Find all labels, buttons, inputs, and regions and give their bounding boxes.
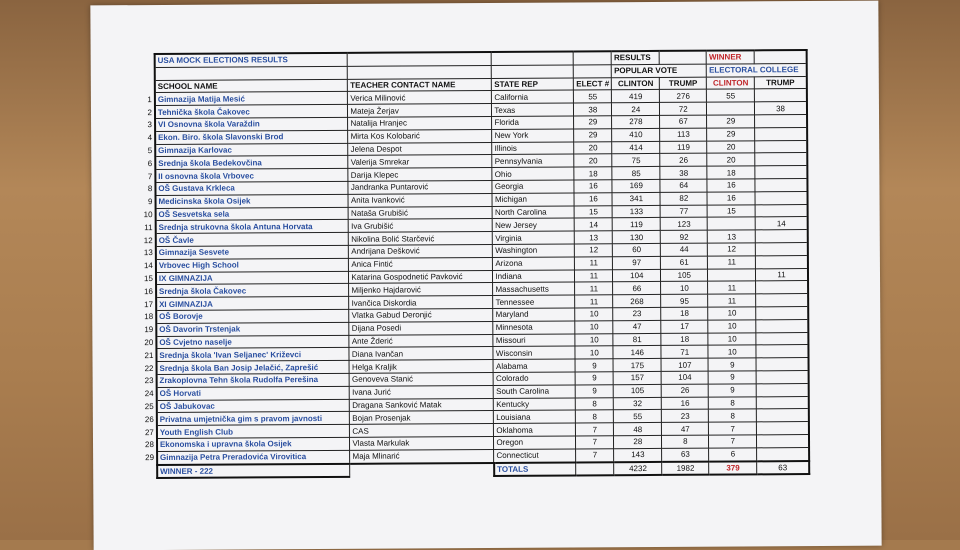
elect-cell: 8 [576, 410, 614, 423]
clinton-votes-cell: 414 [612, 141, 660, 154]
ec-trump-cell [756, 294, 808, 307]
school-cell: Medicinska škola Osijek [155, 194, 348, 208]
elect-cell: 20 [574, 154, 612, 167]
elect-cell: 11 [575, 269, 613, 282]
elect-cell: 12 [575, 244, 613, 257]
row-number: 10 [143, 209, 153, 220]
school-cell: Ekon. Biro. škola Slavonski Brod [155, 130, 348, 144]
school-cell: Gimnazija Sesvete [156, 245, 349, 259]
total-ec-clinton-cell: 379 [709, 461, 757, 475]
trump-votes-cell: 47 [662, 422, 709, 435]
elect-cell: 16 [574, 192, 612, 205]
trump-votes-cell: 10 [661, 281, 708, 294]
school-cell: VI Osnovna škola Varaždin [155, 117, 348, 131]
ec-clinton-cell: 11 [708, 256, 756, 269]
state-cell: California [492, 90, 574, 103]
ec-clinton-cell: 12 [708, 243, 756, 256]
clinton-votes-cell: 85 [612, 167, 660, 180]
teacher-cell: Diana Ivančan [349, 347, 493, 361]
clinton-votes-cell: 55 [614, 410, 662, 423]
state-cell: North Carolina [492, 206, 574, 219]
school-cell: Vrbovec High School [156, 258, 349, 272]
school-cell: Srednja strukovna škola Antuna Horvata [156, 220, 349, 234]
ec-trump-cell [755, 89, 807, 102]
clinton-votes-cell: 175 [613, 359, 661, 372]
trump-votes-cell: 18 [661, 333, 708, 346]
state-cell: Illinois [492, 142, 574, 155]
ec-trump-cell [755, 127, 807, 140]
trump-votes-cell: 113 [660, 128, 707, 141]
teacher-cell: Maja Mlinarić [350, 449, 494, 463]
school-cell: Privatna umjetnička gim s pravom javnosti [157, 412, 350, 426]
empty-cell [145, 465, 157, 479]
state-cell: New Jersey [493, 218, 575, 231]
elect-cell: 10 [575, 346, 613, 359]
teacher-cell: Mateja Žerjav [348, 104, 492, 118]
state-cell: Maryland [493, 308, 575, 321]
paper-sheet [90, 1, 881, 550]
trump-votes-cell: 16 [662, 397, 709, 410]
state-cell: Tennessee [493, 295, 575, 308]
ec-trump-cell [755, 166, 807, 179]
trump-votes-cell: 71 [661, 345, 708, 358]
elect-cell: 10 [575, 320, 613, 333]
trump-votes-cell: 44 [661, 243, 708, 256]
ec-trump-cell [756, 306, 808, 319]
ec-clinton-cell: 10 [708, 332, 756, 345]
school-cell: OŠ Davorin Trstenjak [156, 322, 349, 336]
elect-cell: 16 [574, 180, 612, 193]
teacher-cell: Helga Kraljik [349, 360, 493, 374]
ec-trump-cell [755, 115, 807, 128]
school-cell: Ekonomska i upravna škola Osijek [157, 437, 350, 451]
ec-clinton-cell: 20 [707, 153, 755, 166]
ec-clinton-cell [707, 217, 755, 230]
ec-clinton-cell: 55 [707, 89, 755, 102]
col-elect-header: ELECT # [574, 77, 612, 90]
total-clinton-cell: 4232 [614, 461, 662, 475]
ec-trump-cell: 14 [755, 217, 807, 230]
teacher-cell: Nikolina Bolić Starčević [349, 232, 493, 246]
total-ec-trump-cell: 63 [757, 461, 809, 475]
school-cell: Youth English Club [157, 424, 350, 438]
col-state-header: STATE REP [492, 78, 574, 91]
row-number: 5 [147, 146, 153, 156]
ec-trump-cell [756, 255, 808, 268]
elect-cell: 38 [574, 103, 612, 116]
teacher-cell: Miljenko Hajdarović [349, 283, 493, 297]
clinton-votes-cell: 133 [612, 205, 660, 218]
col-clinton-header: CLINTON [612, 77, 660, 90]
teacher-cell: Genoveva Stanić [350, 372, 494, 386]
teacher-cell: Vlatka Gabud Deronjić [349, 308, 493, 322]
school-cell: OŠ Horvati [157, 386, 350, 400]
trump-votes-cell: 64 [660, 179, 707, 192]
teacher-cell: Dragana Sanković Matak [350, 398, 494, 412]
ec-clinton-cell: 10 [708, 320, 756, 333]
trump-votes-cell: 61 [661, 256, 708, 269]
col-teacher-header: TEACHER CONTACT NAME [348, 78, 492, 92]
teacher-cell: Natalija Hranjec [348, 116, 492, 130]
state-cell: Washington [493, 244, 575, 257]
elect-cell: 7 [576, 448, 614, 462]
teacher-cell: Anica Fintić [349, 257, 493, 271]
teacher-cell: Bojan Prosenjak [350, 411, 494, 425]
clinton-votes-cell: 81 [613, 333, 661, 346]
clinton-votes-cell: 23 [613, 307, 661, 320]
teacher-cell: Andrijana Dešković [349, 244, 493, 258]
elect-cell: 11 [575, 256, 613, 269]
elect-cell: 9 [575, 372, 613, 385]
ec-trump-cell [756, 281, 808, 294]
clinton-votes-cell: 130 [613, 231, 661, 244]
trump-votes-cell: 119 [660, 141, 707, 154]
ec-clinton-cell: 16 [707, 179, 755, 192]
clinton-votes-cell: 75 [612, 154, 660, 167]
row-number: 4 [147, 133, 153, 143]
teacher-cell: Anita Ivanković [348, 193, 492, 207]
row-number: 17 [144, 299, 154, 309]
row-number: 18 [144, 312, 154, 322]
ec-trump-cell [757, 409, 809, 422]
teacher-cell: Katarina Gospodnetić Pavković [349, 270, 493, 284]
trump-votes-cell: 8 [662, 435, 709, 448]
row-number: 23 [144, 376, 154, 386]
ec-trump-cell [756, 242, 808, 255]
clinton-votes-cell: 157 [613, 371, 661, 384]
trump-votes-cell: 107 [661, 358, 708, 371]
clinton-votes-cell: 143 [614, 448, 662, 462]
empty-cell [350, 462, 494, 477]
state-cell: Florida [492, 116, 574, 129]
ec-clinton-cell: 6 [709, 448, 757, 462]
teacher-cell: Ivančica Diskordia [349, 296, 493, 310]
row-number: 11 [144, 222, 153, 232]
ec-clinton-cell: 9 [708, 384, 756, 397]
total-trump-cell: 1982 [662, 461, 709, 475]
ec-trump-cell [756, 383, 808, 396]
elect-cell: 8 [576, 397, 614, 410]
elect-cell: 11 [575, 295, 613, 308]
teacher-cell: Ante Žderić [349, 334, 493, 348]
ec-clinton-cell: 11 [708, 294, 756, 307]
electoral-college-label: ELECTORAL COLLEGE [707, 63, 807, 76]
clinton-votes-cell: 169 [612, 179, 660, 192]
state-cell: Indiana [493, 270, 575, 283]
ec-trump-cell [755, 140, 807, 153]
clinton-votes-cell: 47 [613, 320, 661, 333]
school-cell: OŠ Jabukovac [157, 399, 350, 413]
ec-clinton-cell: 15 [707, 204, 755, 217]
row-number: 26 [144, 414, 154, 424]
row-number: 27 [144, 427, 154, 437]
state-cell: Pennsylvania [492, 154, 574, 167]
ec-clinton-cell [707, 102, 755, 115]
ec-clinton-cell: 16 [707, 192, 755, 205]
winner-label: WINNER [706, 50, 754, 64]
clinton-votes-cell: 32 [614, 397, 662, 410]
elect-cell: 18 [574, 167, 612, 180]
ec-clinton-cell: 29 [707, 128, 755, 141]
ec-trump-cell [755, 204, 807, 217]
row-number: 13 [143, 248, 153, 258]
ec-trump-cell [756, 358, 808, 371]
teacher-cell: Nataša Grubišić [348, 206, 492, 220]
state-cell: Missouri [493, 333, 575, 346]
school-cell: OŠ Sesvetska sela [155, 207, 348, 221]
teacher-cell: Vlasta Markulak [350, 436, 494, 450]
clinton-votes-cell: 410 [612, 128, 660, 141]
school-cell: OŠ Čavle [156, 232, 349, 246]
empty-cell [576, 462, 614, 476]
ec-clinton-cell: 13 [708, 230, 756, 243]
ec-trump-cell [755, 191, 807, 204]
clinton-votes-cell: 119 [612, 218, 660, 231]
clinton-votes-cell: 28 [614, 435, 662, 448]
teacher-cell: CAS [350, 424, 494, 438]
state-cell: Wisconsin [493, 346, 575, 359]
school-cell: Srednja škola 'Ivan Seljanec' Križevci [156, 348, 349, 362]
trump-votes-cell: 18 [661, 307, 708, 320]
col-ec-clinton-header: CLINTON [707, 76, 755, 89]
ec-clinton-cell [708, 268, 756, 281]
ec-trump-cell [757, 434, 809, 447]
clinton-votes-cell: 105 [613, 384, 661, 397]
school-cell: Gimnazija Matija Mesić [155, 92, 348, 106]
elect-cell: 9 [576, 384, 614, 397]
elect-cell: 13 [575, 231, 613, 244]
ec-clinton-cell: 11 [708, 281, 756, 294]
trump-votes-cell: 123 [660, 218, 707, 231]
state-cell: Kentucky [494, 397, 576, 410]
row-number: 12 [143, 235, 153, 245]
state-cell: Oregon [494, 436, 576, 449]
elect-cell: 29 [574, 116, 612, 129]
elect-cell: 15 [574, 205, 612, 218]
elect-cell: 9 [575, 359, 613, 372]
elect-cell: 55 [574, 90, 612, 103]
trump-votes-cell: 23 [662, 409, 709, 422]
elect-cell: 10 [575, 308, 613, 321]
school-cell: Srednja škola Bedekovčina [155, 156, 348, 170]
teacher-cell: Iva Grubišić [349, 219, 493, 233]
teacher-cell: Jandranka Puntarović [348, 180, 492, 194]
school-cell: Gimnazija Karlovac [155, 143, 348, 157]
school-cell: OŠ Gustava Krkleca [155, 181, 348, 195]
trump-votes-cell: 92 [661, 230, 708, 243]
elect-cell: 29 [574, 129, 612, 142]
ec-trump-cell [756, 319, 808, 332]
popular-vote-label: POPULAR VOTE [612, 64, 707, 77]
school-cell: Srednja škola Ban Josip Jelačić, Zaprešić [156, 360, 349, 374]
ec-clinton-cell: 10 [708, 345, 756, 358]
totals-row [145, 461, 809, 479]
ec-trump-cell [755, 153, 807, 166]
row-number: 24 [144, 389, 154, 399]
clinton-votes-cell: 419 [612, 90, 660, 103]
school-cell: XI GIMNAZIJA [156, 296, 349, 310]
row-number: 9 [147, 197, 153, 207]
elect-cell: 14 [575, 218, 613, 231]
ec-clinton-cell: 9 [708, 371, 756, 384]
school-cell: IX GIMNAZIJA [156, 271, 349, 285]
results-table [143, 49, 810, 479]
school-cell: OŠ Cvjetno naselje [156, 335, 349, 349]
row-number: 25 [144, 401, 154, 411]
results-sheet [143, 49, 810, 479]
state-cell: Louisiana [494, 410, 576, 423]
teacher-cell: Darija Klepec [348, 168, 492, 182]
trump-votes-cell: 67 [660, 115, 707, 128]
ec-clinton-cell: 8 [709, 409, 757, 422]
trump-votes-cell: 95 [661, 294, 708, 307]
row-number: 2 [147, 107, 152, 117]
state-cell: Minnesota [493, 321, 575, 334]
state-cell: Colorado [493, 372, 575, 385]
school-cell: Zrakoplovna Tehn škola Rudolfa Perešina [157, 373, 350, 387]
ec-clinton-cell: 7 [709, 422, 757, 435]
trump-votes-cell: 17 [661, 320, 708, 333]
elect-cell: 7 [576, 436, 614, 449]
state-cell: Massachusetts [493, 282, 575, 295]
row-number: 15 [143, 273, 153, 284]
trump-votes-cell: 26 [661, 384, 708, 397]
row-number: 8 [147, 184, 153, 194]
clinton-votes-cell: 66 [613, 282, 661, 295]
trump-votes-cell: 77 [660, 205, 707, 218]
row-number: 6 [147, 158, 153, 168]
trump-votes-cell: 276 [660, 90, 707, 103]
state-cell: Michigan [492, 193, 574, 206]
row-number: 16 [144, 286, 154, 296]
col-trump-header: TRUMP [660, 77, 707, 90]
winner-total-cell: WINNER - 222 [157, 463, 350, 478]
elect-cell: 7 [576, 423, 614, 436]
clinton-votes-cell: 146 [613, 346, 661, 359]
state-cell: Georgia [492, 180, 574, 193]
ec-trump-cell [757, 396, 809, 409]
ec-trump-cell [757, 422, 809, 435]
ec-trump-cell: 11 [756, 268, 808, 281]
trump-votes-cell: 38 [660, 166, 707, 179]
teacher-cell: Mirta Kos Kolobarić [348, 129, 492, 143]
ec-clinton-cell: 7 [709, 435, 757, 448]
state-cell: Ohio [492, 167, 574, 180]
sheet-title: USA MOCK ELECTIONS RESULTS [155, 53, 348, 67]
trump-votes-cell: 72 [660, 102, 707, 115]
trump-votes-cell: 82 [660, 192, 707, 205]
elect-cell: 11 [575, 282, 613, 295]
ec-trump-cell [756, 332, 808, 345]
clinton-votes-cell: 104 [613, 269, 661, 282]
row-number: 3 [147, 120, 153, 130]
row-number: 20 [144, 337, 154, 348]
state-cell: Oklahoma [494, 423, 576, 436]
clinton-votes-cell: 278 [612, 115, 660, 128]
row-number: 19 [144, 325, 154, 335]
elect-cell: 20 [574, 141, 612, 154]
row-number: 29 [145, 453, 155, 463]
ec-clinton-cell: 8 [709, 396, 757, 409]
trump-votes-cell: 104 [661, 371, 708, 384]
trump-votes-cell: 105 [661, 269, 708, 282]
state-cell: New York [492, 129, 574, 142]
ec-clinton-cell: 9 [708, 358, 756, 371]
elect-cell: 10 [575, 333, 613, 346]
ec-trump-cell: 38 [755, 102, 807, 115]
school-cell: II osnovna škola Vrbovec [155, 169, 348, 183]
row-number: 28 [145, 440, 154, 450]
ec-trump-cell [756, 345, 808, 358]
row-number: 1 [147, 94, 152, 104]
clinton-votes-cell: 24 [612, 103, 660, 116]
teacher-cell: Valerija Smrekar [348, 155, 492, 169]
teacher-cell: Jelena Despot [348, 142, 492, 156]
ec-trump-cell [757, 447, 809, 461]
row-number: 14 [143, 261, 153, 271]
state-cell: Alabama [493, 359, 575, 372]
clinton-votes-cell: 48 [614, 423, 662, 436]
clinton-votes-cell: 268 [613, 295, 661, 308]
results-label: RESULTS [611, 51, 659, 65]
school-cell: Tehnička škola Čakovec [155, 105, 348, 119]
ec-clinton-cell: 18 [707, 166, 755, 179]
ec-clinton-cell: 10 [708, 307, 756, 320]
teacher-cell: Ivana Jurić [350, 385, 494, 399]
totals-label-cell: TOTALS [494, 462, 576, 476]
clinton-votes-cell: 60 [613, 243, 661, 256]
row-number: 22 [144, 363, 154, 373]
trump-votes-cell: 26 [660, 154, 707, 167]
ec-trump-cell [756, 370, 808, 383]
row-number: 21 [144, 350, 154, 360]
col-school-header: SCHOOL NAME [155, 79, 348, 93]
state-cell: Texas [492, 103, 574, 116]
ec-trump-cell [756, 230, 808, 243]
col-ec-trump-header: TRUMP [755, 76, 807, 89]
clinton-votes-cell: 341 [612, 192, 660, 205]
trump-votes-cell: 63 [662, 448, 709, 462]
ec-clinton-cell: 29 [707, 115, 755, 128]
teacher-cell: Dijana Posedi [349, 321, 493, 335]
school-cell: Srednja škola Čakovec [156, 284, 349, 298]
clinton-votes-cell: 97 [613, 256, 661, 269]
school-cell: OŠ Borovje [156, 309, 349, 323]
state-cell: Arizona [493, 257, 575, 270]
school-cell: Gimnazija Petra Preradovića Virovitica [157, 450, 350, 464]
ec-trump-cell [755, 179, 807, 192]
state-cell: South Carolina [494, 385, 576, 398]
teacher-cell: Verica Milinović [348, 91, 492, 105]
state-cell: Connecticut [494, 449, 576, 463]
row-number: 7 [147, 171, 153, 181]
state-cell: Virginia [493, 231, 575, 244]
ec-clinton-cell: 20 [707, 140, 755, 153]
